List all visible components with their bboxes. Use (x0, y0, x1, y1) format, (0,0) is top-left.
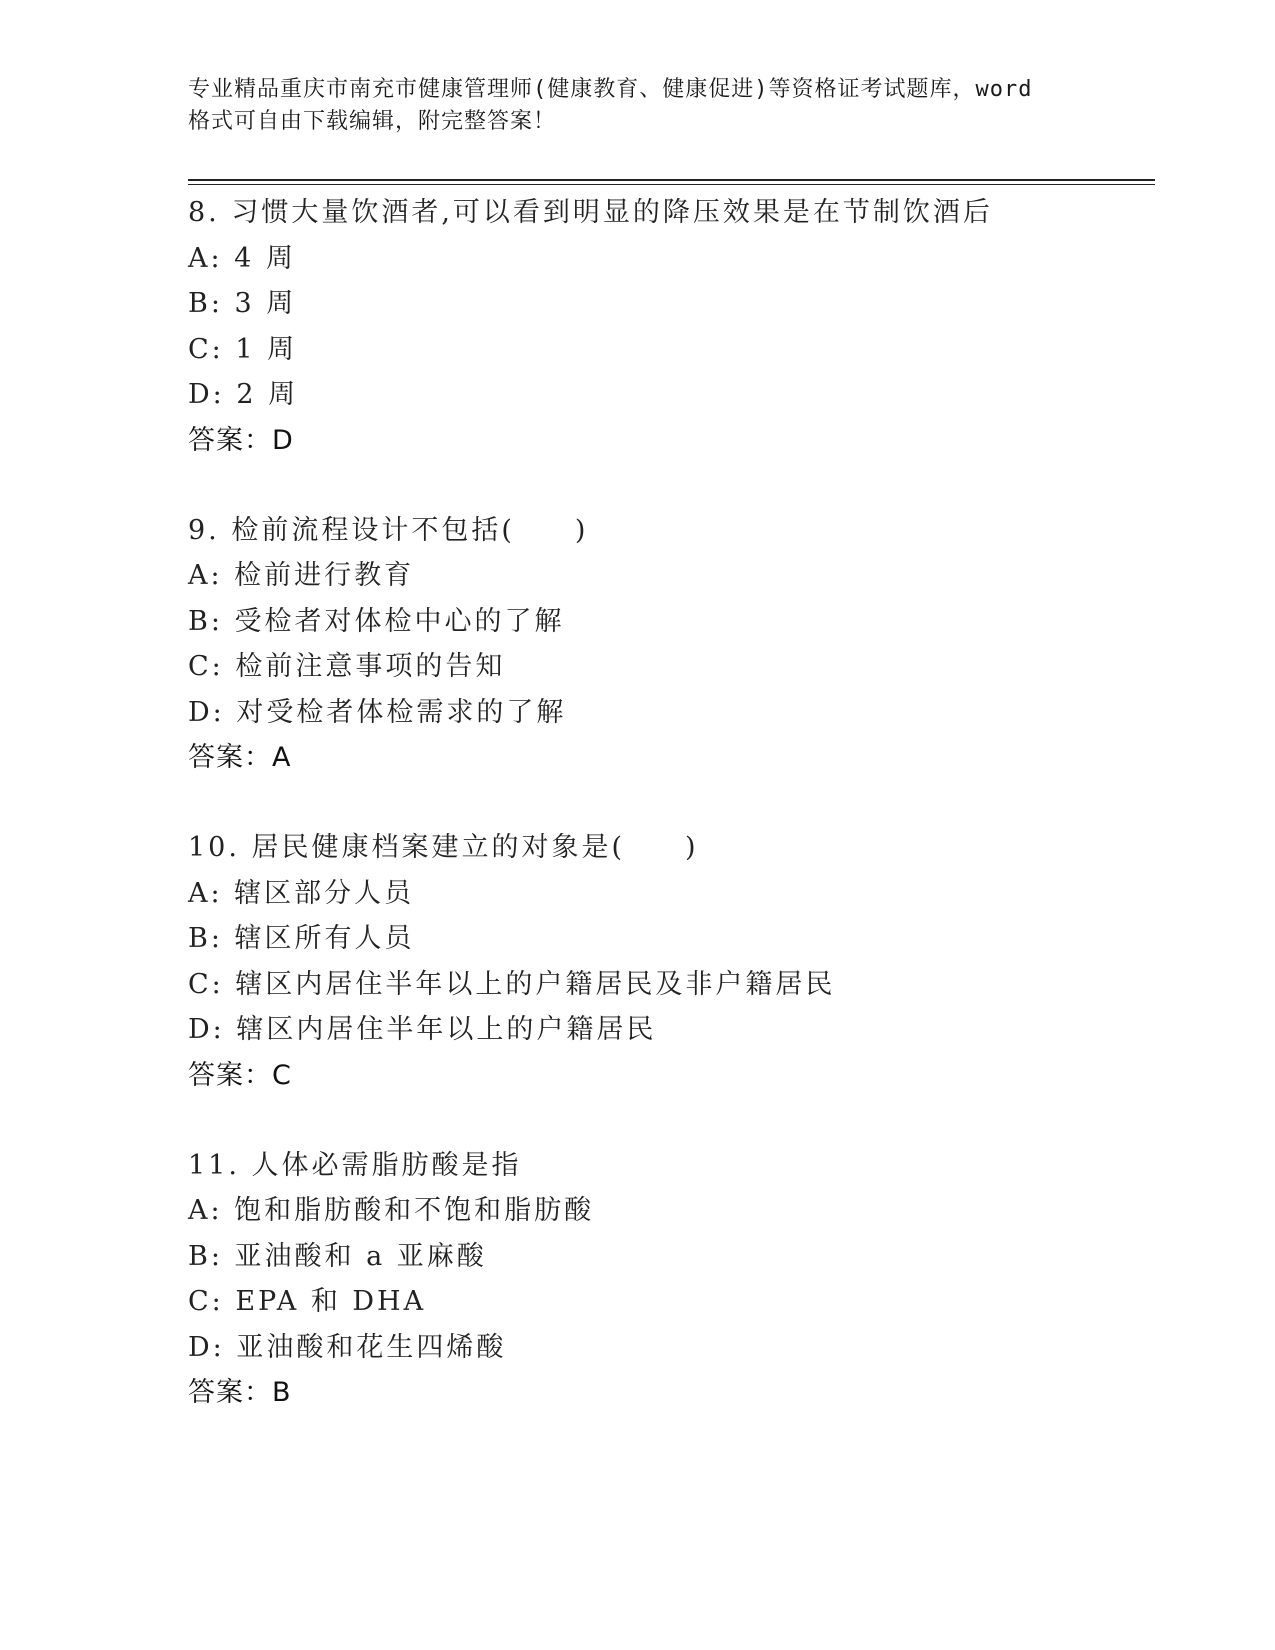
question-8 (188, 190, 1148, 464)
answer-line: 答案：B (188, 1377, 292, 1408)
question-stem: 9. 检前流程设计不包括( ) (188, 514, 589, 546)
option-d: D: 对受检者体检需求的了解 (188, 696, 567, 728)
option-a: A: 检前进行教育 (188, 560, 415, 591)
question-9 (188, 508, 1148, 782)
option-c: C: 检前注意事项的告知 (188, 651, 506, 682)
option-b: B: 辖区所有人员 (188, 923, 415, 954)
question-stem: 8. 习惯大量饮酒者,可以看到明显的降压效果是在节制饮酒后 (188, 197, 993, 228)
question-list (188, 190, 1148, 1460)
option-b: B: 3 周 (188, 288, 297, 319)
header-line-2: 格式可自由下载编辑，附完整答案！ (188, 109, 557, 134)
answer-line: 答案：A (188, 742, 292, 773)
option-b: B: 亚油酸和 a 亚麻酸 (188, 1240, 487, 1272)
option-d: D: 辖区内居住半年以上的户籍居民 (188, 1014, 657, 1045)
question-stem: 11. 人体必需脂肪酸是指 (188, 1149, 522, 1181)
option-d: D: 亚油酸和花生四烯酸 (188, 1331, 507, 1363)
option-a: A: 4 周 (188, 242, 296, 274)
answer-line: 答案：C (188, 1059, 292, 1091)
answer-line: 答案：D (188, 424, 294, 456)
question-11 (188, 1143, 1148, 1417)
option-b: B: 受检者对体检中心的了解 (188, 605, 565, 637)
option-a: A: 辖区部分人员 (188, 877, 415, 909)
option-c: C: 辖区内居住半年以上的户籍居民及非户籍居民 (188, 968, 836, 1000)
option-c: C: 1 周 (188, 333, 298, 365)
header-divider-thick (188, 179, 1155, 181)
header-divider-thin (188, 184, 1155, 185)
question-10 (188, 825, 1148, 1099)
question-stem: 10. 居民健康档案建立的对象是( ) (188, 832, 699, 863)
document-header (188, 74, 1088, 138)
option-a: A: 饱和脂肪酸和不饱和脂肪酸 (188, 1195, 595, 1226)
option-c: C: EPA 和 DHA (188, 1286, 427, 1317)
header-line-1: 专业精品重庆市南充市健康管理师(健康教育、健康促进)等资格证考试题库，word (188, 77, 1033, 102)
option-d: D: 2 周 (188, 379, 299, 410)
